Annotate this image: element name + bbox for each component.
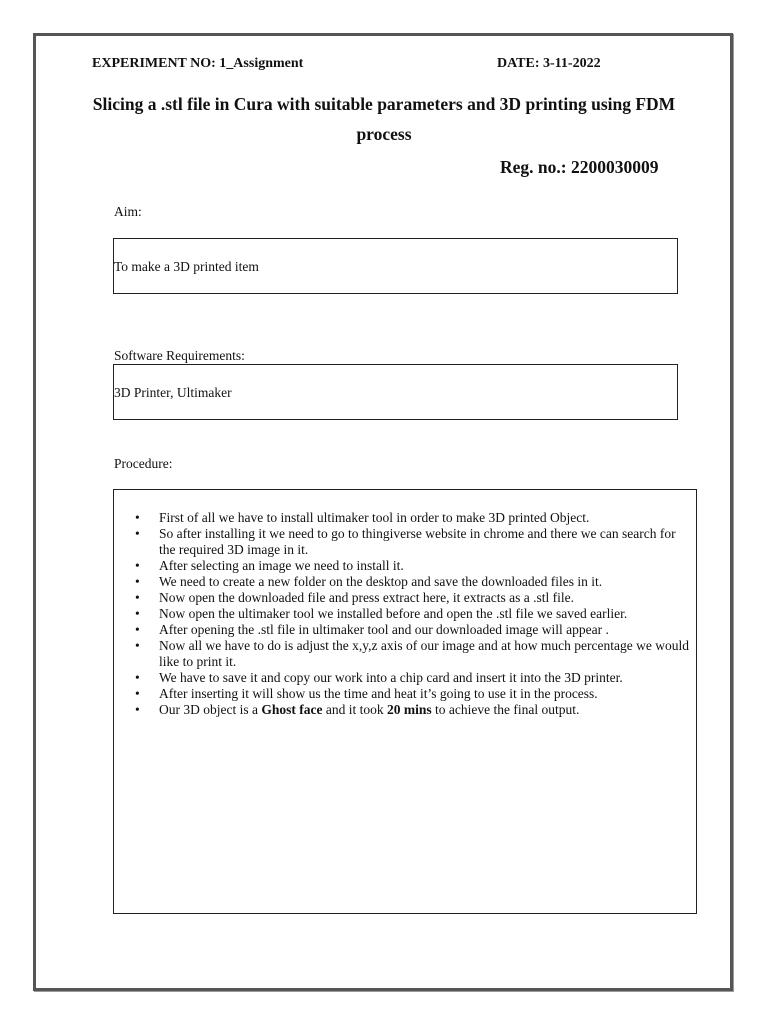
list-item: • After inserting it will show us the time and heat it’s going to use it in the process. xyxy=(135,686,695,702)
list-item: • We need to create a new folder on the desktop and save the downloaded files in it. xyxy=(135,574,695,590)
list-item-final xyxy=(135,702,695,718)
procedure-label: Procedure: xyxy=(114,456,173,471)
software-label: Software Requirements: xyxy=(114,348,245,363)
software-box xyxy=(113,364,678,420)
title-line-2: process xyxy=(356,124,412,144)
registration-number: Reg. no.: 2200030009 xyxy=(500,157,659,177)
final-text-1: Our 3D object is a xyxy=(159,702,262,717)
title-line-1: Slicing a .stl file in Cura with suitable parameters and 3D printing using FDM xyxy=(92,94,676,114)
list-item: • After opening the .stl file in ultimaker tool and our downloaded image will appear . xyxy=(135,622,695,638)
list-item: • So after installing it we need to go to thingiverse website in chrome and there we can search for the required 3D image in it. xyxy=(135,526,695,558)
list-item: • We have to save it and copy our work into a chip card and insert it into the 3D printer. xyxy=(135,670,695,686)
list-item: • Now open the downloaded file and press extract here, it extracts as a .stl file. xyxy=(135,590,695,606)
print-duration: 20 mins xyxy=(386,702,432,717)
object-name: Ghost face xyxy=(261,702,323,717)
software-text: 3D Printer, Ultimaker xyxy=(114,385,232,400)
experiment-number: EXPERIMENT NO: 1_Assignment xyxy=(92,56,304,71)
aim-label: Aim: xyxy=(114,204,142,219)
list-item: • First of all we have to install ultimaker tool in order to make 3D printed Object. xyxy=(135,510,695,526)
date-label: DATE: 3-11-2022 xyxy=(497,56,601,71)
list-item: • Now open the ultimaker tool we installed before and open the .stl file we saved earlier. xyxy=(135,606,695,622)
list-item: • After selecting an image we need to install it. xyxy=(135,558,695,574)
list-item: • Now all we have to do is adjust the x,y,z axis of our image and at how much percentage we would like to print it. xyxy=(135,638,695,670)
aim-box xyxy=(113,238,678,294)
final-text-3: to achieve the final output. xyxy=(431,702,580,717)
aim-text: To make a 3D printed item xyxy=(114,259,259,274)
procedure-list xyxy=(135,510,695,718)
final-text-2: and it took xyxy=(322,702,387,717)
